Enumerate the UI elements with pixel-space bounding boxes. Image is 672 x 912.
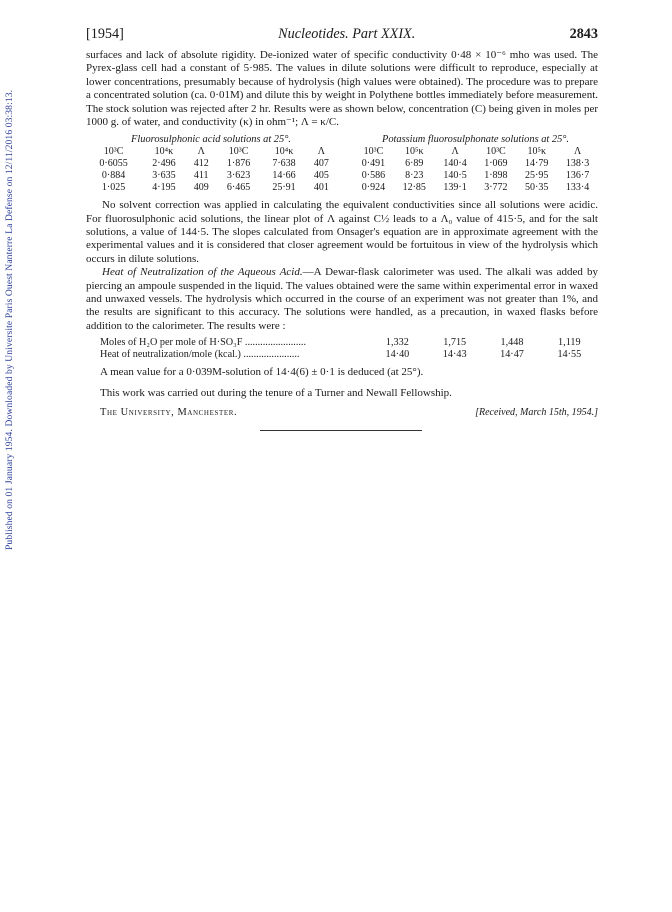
affiliation: The University, Manchester. [100,406,238,418]
table-cell: 3·623 [226,170,251,182]
header-page-number: 2843 [569,26,598,42]
fluorosulphonic-acid-table [86,134,336,193]
table-header-cell: 10⁵κ [404,146,424,158]
table-header-cell: 10³C [103,146,124,158]
end-rule-divider [260,430,422,431]
table-cell: 412 [193,158,209,170]
table-row [100,349,598,361]
table-cell: 6·89 [405,158,424,170]
table-cell: 0·586 [361,170,386,182]
table-row [100,337,598,349]
table-header-cell: Λ [573,146,582,158]
table-cell: 140·5 [443,170,467,182]
table-cell: 1,715 [443,337,467,349]
heat-section-text: —A Dewar-flask calorimeter was used. The alkali was added by piercing an ampoule suspended in the liquid. The values obtained were the same within experimental error in waxed and unwaxed vessels. The hydrolysis which occurred in the course of an experiment was not greater than 1%, and the results are significant to this accuracy. The solutions were handled, as a precaution, in waxed flasks before addition to the calorimeter. The results were : [86,266,598,332]
table-cell: 409 [193,181,209,193]
table-cell: 411 [193,170,209,182]
table-cell: 0·6055 [99,158,128,170]
table-header-cell: 10⁴κ [274,146,294,158]
received-date: [Received, March 15th, 1954.] [475,406,598,418]
header-title: Nucleotides. Part XXIX. [278,26,416,42]
table-cell: 140·4 [443,158,467,170]
table-header-cell: 10³C [228,146,249,158]
paragraph-methods: surfaces and lack of absolute rigidity. De-ionized water of specific conductivity 0·48 × 10⁻⁶ mho was used. The Pyrex-glass cell had a constant of 5·985. The values in dilute solutions were difficult to reproduce, especially at lower concentrations, presumably because of hydrolysis (high values were obtained). The procedure was to prepare a concentrated solution (ca. 0·01M) and dilute this by weight in Polythene bottles immediately before measurement. The stock solution was rejected after 2 hr. Results were as shown below, concentration (C) being given in moles per 1000 g. of water, and conductivity (κ) in ohm⁻¹; Λ = κ/C. [86,49,598,129]
running-header [86,26,598,43]
table-cell: 136·7 [565,170,590,182]
heat-results-table [100,337,598,361]
article-page [86,26,598,431]
table-header-cell: 10⁴κ [154,146,174,158]
conductivity-tables [86,134,598,193]
table-cell: 1·876 [226,158,251,170]
table-row [86,158,336,170]
heat-section-heading: Heat of Neutralization of the Aqueous Acid. [102,266,303,279]
acknowledgement: This work was carried out during the tenure of a Turner and Newall Fellowship. [100,387,452,400]
table-cell: 25·91 [272,181,296,193]
download-watermark: Published on 01 January 1954. Downloaded by Universite Paris Ouest Nanterre La Defense on 12/11/2016 03:38:13. [4,89,15,550]
fluorosulphonic-table-caption: Fluorosulphonic acid solutions at 25°. [131,134,291,146]
paragraph-discussion: No solvent correction was applied in calculating the equivalent conductivities since all solutions were acidic. For fluorosulphonic acid solutions, the linear plot of Λ against C½ leads to a Λ₀ value of 415·5, and for the salt solutions, a value of 144·5. The slopes calculated from Onsager's equation are in approximate agreement with the experimental values and it is considered that closer agreement would be fortuitous in view of the hydrolysis which occurs in dilute solutions. [86,199,598,265]
article-footer [86,407,598,418]
table-header-cell: 10⁵κ [527,146,546,158]
table-cell: 14·79 [525,158,549,170]
table-cell: 1·025 [101,181,126,193]
table-header-cell: 10³C [363,146,384,158]
potassium-fluorosulphonate-table [353,134,598,193]
mean-value-statement: A mean value for a 0·039M-solution of 14·4(6) ± 0·1 is deduced (at 25°). [100,365,424,378]
table-cell: 6·465 [226,181,251,193]
table-row [353,170,598,182]
potassium-table-caption: Potassium fluorosulphonate solutions at 25°. [381,134,570,146]
table-cell: 1,448 [500,337,524,349]
table-cell: 405 [313,170,329,182]
table-cell: 1,119 [558,337,581,349]
table-cell: 407 [313,158,329,170]
table-cell: 8·23 [405,170,424,182]
table-row [86,170,336,182]
table-row [86,182,336,194]
table-cell: 138·3 [565,158,590,170]
table-header-cell: Λ [197,146,205,158]
table-cell: 50·35 [525,181,549,193]
table-cell: 14·47 [500,349,524,361]
table-cell: 133·4 [565,181,590,193]
table-cell: 7·638 [272,158,296,170]
table-row [353,158,598,170]
heat-row-label: Heat of neutralization/mole (kcal.) ...................... [100,349,300,361]
table-cell: 1·898 [484,170,508,182]
table-cell: 2·496 [152,158,176,170]
header-year: [1954] [86,26,124,42]
table-cell: 14·40 [385,349,410,361]
table-header-cell: Λ [317,146,325,158]
table-cell: 14·55 [557,349,582,361]
table-row [353,182,598,194]
table-cell: 14·43 [442,349,467,361]
table-cell: 0·884 [101,170,126,182]
table-cell: 25·95 [525,170,549,182]
table-cell: 4·195 [152,181,176,193]
table-cell: 0·491 [361,158,386,170]
paragraph-heat-of-neutralization [86,266,598,333]
table-cell: 14·66 [272,170,296,182]
table-cell: 3·772 [484,181,508,193]
heat-row-label: Moles of H₂O per mole of H·SO₃F ........................ [100,337,307,349]
table-cell: 12·85 [402,181,426,193]
table-cell: 401 [313,181,329,193]
table-cell: 139·1 [443,181,467,193]
table-cell: 0·924 [361,181,386,193]
table-header-cell: Λ [451,146,459,158]
table-cell: 1,332 [385,337,409,349]
table-cell: 1·069 [484,158,508,170]
table-header-cell: 10³C [486,146,506,158]
table-cell: 3·635 [152,170,176,182]
